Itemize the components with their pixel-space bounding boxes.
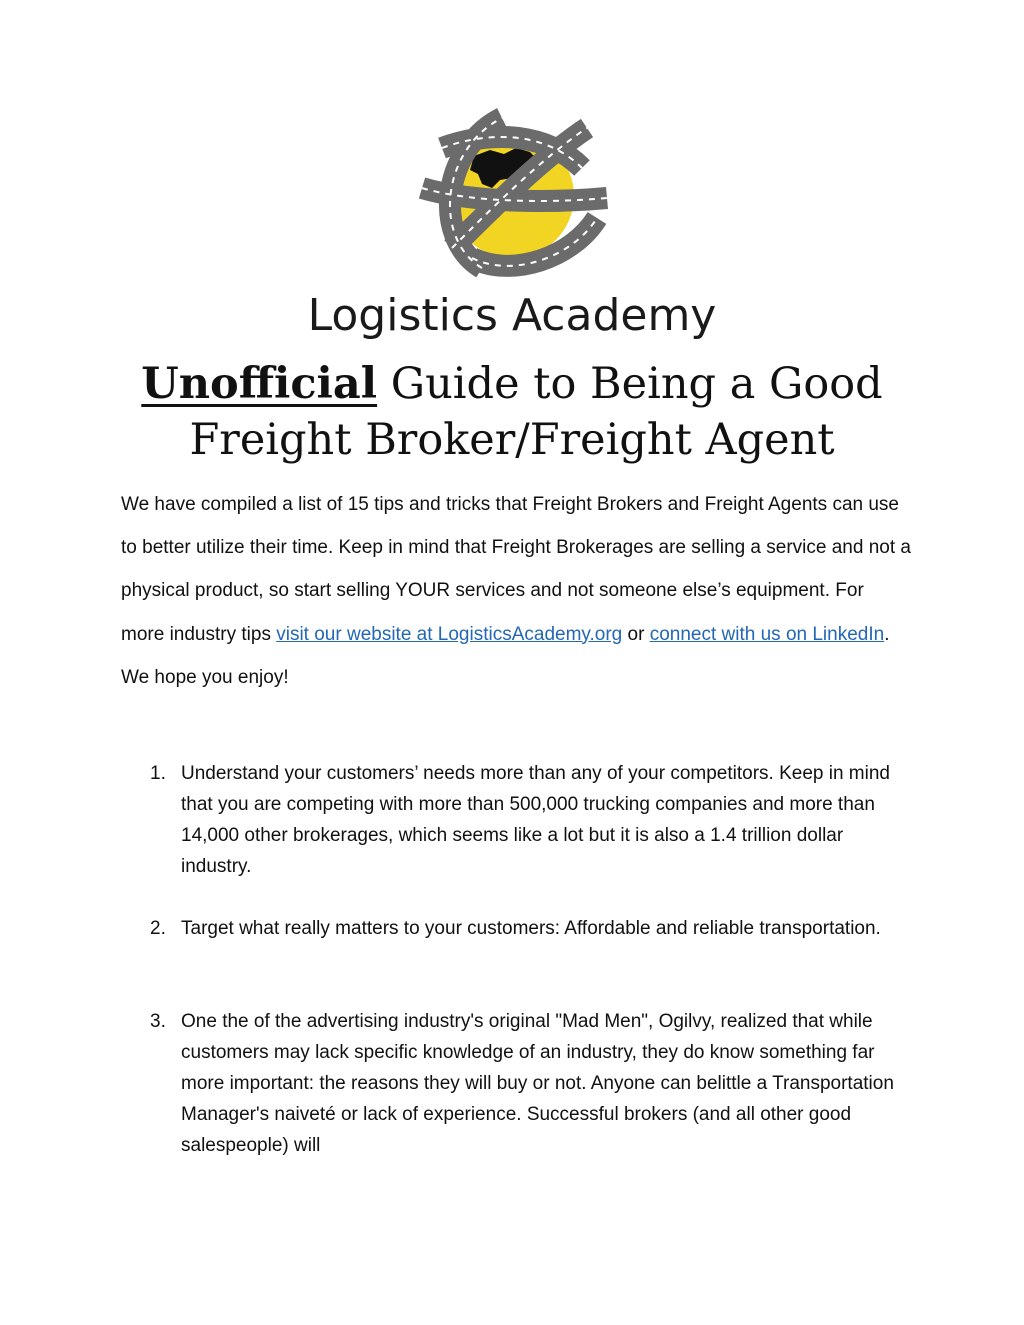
tip-text: Target what really matters to your customers: Affordable and reliable transportation. [181,918,881,939]
tip-number: 1. [150,763,166,784]
title-emphasis: Unofficial [141,359,378,409]
list-item [150,1006,910,1161]
page-title [0,356,1024,468]
tip-text: Understand your customers’ needs more than any of your competitors. Keep in mind that you are competing with more than 500,000 trucking companies and more than 14,000 other brokerages, which seems like a lot but it is also a 1.4 trillion dollar industry. [181,763,890,877]
logo [0,108,1024,278]
tip-text: One the of the advertising industry's original "Mad Men", Ogilvy, realized that while customers may lack specific knowledge of an industry, they do know something far more important: the reasons they will buy or not. Anyone can belittle a Transportation Manager's naiveté or lack of experience. Successful brokers (and all other good salespeople) will [181,1011,894,1156]
website-link[interactable]: visit our website at LogisticsAcademy.org [276,623,623,645]
linkedin-link[interactable]: connect with us on LinkedIn [649,623,885,645]
list-item [150,758,910,882]
logo-wordmark: Logistics Academy [307,290,717,341]
list-item [150,913,910,944]
tip-number: 2. [150,918,166,939]
title-line1-rest: Guide to Being a Good [377,359,883,409]
title-line2: Freight Broker/Freight Agent [189,415,835,465]
intro-paragraph [121,483,911,699]
intro-closing: . We hope you enjoy! [121,623,890,688]
intro-or: or [622,623,650,645]
tip-number: 3. [150,1011,166,1032]
intro-text: We have compiled a list of 15 tips and tricks that Freight Brokers and Freight Agents can use to better utilize their time. Keep in mind that Freight Brokerages are selling a service and not a physical product, so start selling YOUR services and not someone else’s equipment. For more industry tips [121,494,911,645]
globe-roads-logo-icon [412,108,612,278]
tips-list [150,758,910,1161]
